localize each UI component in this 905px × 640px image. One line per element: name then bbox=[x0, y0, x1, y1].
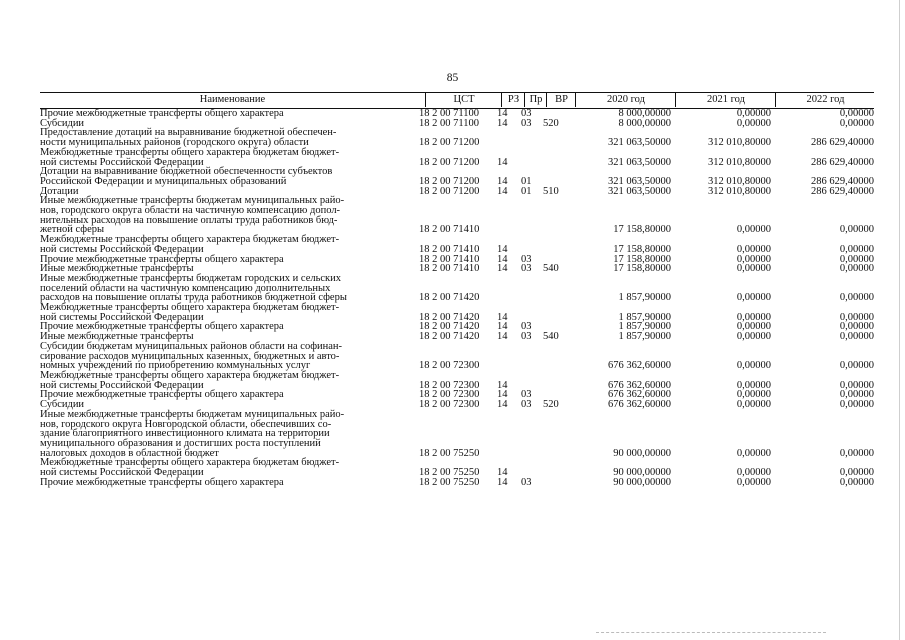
cell-pr: 03 bbox=[521, 253, 532, 265]
table-row bbox=[40, 410, 874, 459]
cell-2022: 0,00000 bbox=[839, 389, 874, 401]
cell-pr bbox=[521, 148, 543, 167]
name-line: Межбюджетные трансферты общего характера бюджетам бюджет- bbox=[40, 146, 340, 158]
cell-2022: 286 629,40000 bbox=[811, 175, 874, 187]
cell-vr bbox=[543, 148, 570, 167]
cell-2022: 0,00000 bbox=[839, 447, 874, 459]
cell-2020: 1 857,90000 bbox=[618, 292, 671, 304]
name-line: Предоставление дотаций на выравнивание бюджетной обеспечен- bbox=[40, 127, 337, 139]
cell-rz: 14 bbox=[497, 117, 508, 129]
cell-cst: 18 2 00 71420 bbox=[419, 311, 480, 323]
name-line: здание благоприятного инвестиционного климата на территории bbox=[40, 428, 330, 440]
cell-2020: 90 000,00000 bbox=[613, 467, 671, 479]
cell-2021: 0,00000 bbox=[736, 389, 771, 401]
name-line: Иные межбюджетные трансферты бюджетам городских и сельских bbox=[40, 272, 342, 284]
name-line: ности муниципальных районов (городского округа) области bbox=[40, 137, 309, 149]
header-name: Наименование bbox=[199, 94, 266, 105]
name-line: Прочие межбюджетные трансферты общего характера bbox=[40, 476, 284, 488]
cell-2022: 286 629,40000 bbox=[811, 185, 874, 197]
page-number: 85 bbox=[446, 72, 459, 84]
header-cst: ЦСТ bbox=[425, 93, 502, 107]
cell-vr bbox=[543, 342, 570, 371]
cell-vr: 520 bbox=[543, 117, 559, 129]
name-line: ной системы Российской Федерации bbox=[40, 379, 204, 391]
header-pr: Пр bbox=[524, 93, 547, 107]
cell-rz: 14 bbox=[497, 311, 508, 323]
cell-2020: 321 063,50000 bbox=[608, 156, 671, 168]
cell-2020: 321 063,50000 bbox=[608, 185, 671, 197]
cell-rz: 14 bbox=[497, 379, 508, 391]
table-row bbox=[40, 128, 874, 147]
cell-2021: 0,00000 bbox=[736, 399, 771, 411]
cell-2022: 0,00000 bbox=[839, 360, 874, 372]
name-line: Прочие межбюджетные трансферты общего характера bbox=[40, 389, 284, 401]
cell-pr: 03 bbox=[521, 389, 532, 401]
cell-vr bbox=[543, 196, 570, 235]
cell-2021: 0,00000 bbox=[736, 108, 771, 119]
name-line: ной системы Российской Федерации bbox=[40, 156, 204, 168]
cell-pr: 03 bbox=[521, 399, 532, 411]
table-row bbox=[40, 148, 874, 167]
cell-cst: 18 2 00 75250 bbox=[419, 476, 480, 488]
cell-pr: 03 bbox=[521, 321, 532, 333]
cell-2022: 0,00000 bbox=[839, 224, 874, 236]
name-line: Иные межбюджетные трансферты bbox=[40, 263, 194, 275]
cell-pr bbox=[521, 303, 543, 322]
cell-pr: 01 bbox=[521, 185, 532, 197]
cell-pr: 03 bbox=[521, 476, 532, 488]
cell-vr bbox=[543, 128, 570, 147]
cell-2021: 312 010,80000 bbox=[708, 137, 771, 149]
cell-cst: 18 2 00 71420 bbox=[419, 331, 480, 343]
name-line: нительных расходов на повышение оплаты труда работников бюд- bbox=[40, 214, 338, 226]
cell-2022: 0,00000 bbox=[839, 117, 874, 129]
name-line: Иные межбюджетные трансферты bbox=[40, 331, 194, 343]
cell-vr bbox=[543, 235, 570, 254]
cell-name bbox=[40, 167, 419, 186]
cell-pr bbox=[521, 410, 543, 459]
cell-cst: 18 2 00 72300 bbox=[419, 379, 480, 391]
cell-pr: 03 bbox=[521, 117, 532, 129]
cell-cst: 18 2 00 71410 bbox=[419, 243, 480, 255]
cell-cst: 18 2 00 71420 bbox=[419, 321, 480, 333]
cell-2021: 0,00000 bbox=[736, 331, 771, 343]
cell-2022: 0,00000 bbox=[839, 399, 874, 411]
scan-artifact bbox=[596, 632, 826, 633]
name-line: муниципального образования и достигших роста поступлений bbox=[40, 437, 321, 449]
cell-2022: 0,00000 bbox=[839, 263, 874, 275]
header-2022: 2022 год bbox=[775, 93, 875, 107]
cell-2022: 0,00000 bbox=[839, 331, 874, 343]
cell-pr bbox=[521, 196, 543, 235]
cell-2020: 90 000,00000 bbox=[613, 447, 671, 459]
cell-rz: 14 bbox=[497, 243, 508, 255]
cell-name bbox=[40, 303, 419, 322]
cell-cst: 18 2 00 71200 bbox=[419, 137, 480, 149]
cell-2020: 17 158,80000 bbox=[613, 253, 671, 265]
cell-2020: 90 000,00000 bbox=[613, 476, 671, 488]
name-line: Дотации bbox=[40, 185, 79, 197]
cell-2021: 0,00000 bbox=[736, 253, 771, 265]
cell-2022: 0,00000 bbox=[839, 311, 874, 323]
cell-2021: 0,00000 bbox=[736, 292, 771, 304]
cell-rz bbox=[497, 128, 521, 147]
cell-rz: 14 bbox=[497, 399, 508, 411]
table-row bbox=[40, 478, 874, 488]
name-line: нов, городского округа Новгородской области, обеспечивших со- bbox=[40, 418, 332, 430]
cell-rz: 14 bbox=[497, 467, 508, 479]
name-line: Межбюджетные трансферты общего характера бюджетам бюджет- bbox=[40, 457, 340, 469]
cell-rz: 14 bbox=[497, 175, 508, 187]
cell-vr bbox=[543, 303, 570, 322]
cell-cst: 18 2 00 71100 bbox=[419, 117, 479, 129]
cell-2021: 312 010,80000 bbox=[708, 175, 771, 187]
name-line: сирование расходов муниципальных казенных, бюджетных и авто- bbox=[40, 350, 340, 362]
cell-2021: 0,00000 bbox=[736, 467, 771, 479]
name-line: поселений области на частичную компенсацию дополнительных bbox=[40, 282, 331, 294]
name-line: Межбюджетные трансферты общего характера бюджетам бюджет- bbox=[40, 234, 340, 246]
name-line: Субсидии bbox=[40, 399, 85, 411]
cell-2020: 676 362,60000 bbox=[608, 360, 671, 372]
cell-2020: 1 857,90000 bbox=[618, 331, 671, 343]
cell-2020: 676 362,60000 bbox=[608, 379, 671, 391]
cell-name bbox=[40, 128, 419, 147]
cell-rz: 14 bbox=[497, 108, 508, 119]
table-row bbox=[40, 196, 874, 235]
cell-rz bbox=[497, 342, 521, 371]
name-line: Иные межбюджетные трансферты бюджетам муниципальных райо- bbox=[40, 408, 345, 420]
cell-pr: 03 bbox=[521, 108, 532, 119]
cell-pr bbox=[521, 274, 543, 303]
header-rz: РЗ bbox=[501, 93, 525, 107]
cell-2020: 17 158,80000 bbox=[613, 243, 671, 255]
table-row bbox=[40, 167, 874, 186]
cell-vr bbox=[543, 274, 570, 303]
cell-name bbox=[40, 196, 419, 235]
cell-2020: 321 063,50000 bbox=[608, 137, 671, 149]
cell-2020: 1 857,90000 bbox=[618, 321, 671, 333]
table-row bbox=[40, 371, 874, 390]
table-row bbox=[40, 235, 874, 254]
cell-vr bbox=[543, 371, 570, 390]
cell-rz bbox=[497, 410, 521, 459]
cell-cst: 18 2 00 71410 bbox=[419, 253, 480, 265]
cell-pr: 03 bbox=[521, 331, 532, 343]
cell-cst: 18 2 00 75250 bbox=[419, 447, 480, 459]
cell-vr: 540 bbox=[543, 263, 559, 275]
cell-cst: 18 2 00 72300 bbox=[419, 360, 480, 372]
cell-2021: 0,00000 bbox=[736, 360, 771, 372]
cell-rz bbox=[497, 274, 521, 303]
cell-rz: 14 bbox=[497, 389, 508, 401]
cell-vr bbox=[543, 410, 570, 459]
cell-vr bbox=[543, 478, 570, 488]
cell-2020: 676 362,60000 bbox=[608, 389, 671, 401]
cell-2021: 312 010,80000 bbox=[708, 185, 771, 197]
cell-pr bbox=[521, 235, 543, 254]
name-line: ной системы Российской Федерации bbox=[40, 243, 204, 255]
cell-rz: 14 bbox=[497, 476, 508, 488]
cell-name bbox=[40, 390, 419, 400]
cell-2022: 286 629,40000 bbox=[811, 137, 874, 149]
cell-2021: 0,00000 bbox=[736, 447, 771, 459]
name-line: Иные межбюджетные трансферты бюджетам муниципальных райо- bbox=[40, 195, 345, 207]
cell-vr: 520 bbox=[543, 399, 559, 411]
table-row bbox=[40, 458, 874, 477]
name-line: ной системы Российской Федерации bbox=[40, 467, 204, 479]
name-line: Межбюджетные трансферты общего характера бюджетам бюджет- bbox=[40, 302, 340, 314]
header-2021: 2021 год bbox=[675, 93, 776, 107]
cell-vr bbox=[543, 167, 570, 186]
name-line: Прочие межбюджетные трансферты общего характера bbox=[40, 108, 284, 119]
cell-2021: 0,00000 bbox=[736, 224, 771, 236]
cell-rz: 14 bbox=[497, 156, 508, 168]
cell-2020: 8 000,00000 bbox=[618, 117, 671, 129]
name-line: жетной сферы bbox=[40, 224, 105, 236]
cell-2021: 0,00000 bbox=[736, 379, 771, 391]
header-vr: ВР bbox=[546, 93, 576, 107]
table-row bbox=[40, 274, 874, 303]
cell-2021: 0,00000 bbox=[736, 243, 771, 255]
name-line: Прочие межбюджетные трансферты общего характера bbox=[40, 321, 284, 333]
cell-vr: 510 bbox=[543, 185, 559, 197]
cell-rz bbox=[497, 196, 521, 235]
cell-cst: 18 2 00 71200 bbox=[419, 185, 480, 197]
cell-2021: 0,00000 bbox=[736, 476, 771, 488]
cell-rz: 14 bbox=[497, 331, 508, 343]
cell-vr bbox=[543, 458, 570, 477]
name-line: Российской Федерации и муниципальных образований bbox=[40, 175, 287, 187]
cell-2022: 0,00000 bbox=[839, 467, 874, 479]
name-line: Межбюджетные трансферты общего характера бюджетам бюджет- bbox=[40, 369, 340, 381]
cell-cst: 18 2 00 71200 bbox=[419, 175, 480, 187]
cell-2020: 8 000,00000 bbox=[618, 108, 671, 119]
scan-edge bbox=[899, 0, 900, 640]
cell-2022: 0,00000 bbox=[839, 243, 874, 255]
cell-pr bbox=[521, 371, 543, 390]
cell-2021: 0,00000 bbox=[736, 263, 771, 275]
name-line: Субсидии bbox=[40, 117, 85, 129]
cell-2020: 17 158,80000 bbox=[613, 224, 671, 236]
name-line: Прочие межбюджетные трансферты общего характера bbox=[40, 253, 284, 265]
name-line: нов, городского округа области на частичную компенсацию допол- bbox=[40, 205, 341, 217]
cell-name bbox=[40, 478, 419, 488]
budget-table bbox=[40, 109, 874, 487]
cell-2021: 0,00000 bbox=[736, 321, 771, 333]
cell-cst: 18 2 00 71410 bbox=[419, 224, 480, 236]
cell-2021: 312 010,80000 bbox=[708, 156, 771, 168]
cell-cst: 18 2 00 72300 bbox=[419, 399, 480, 411]
cell-cst: 18 2 00 75250 bbox=[419, 467, 480, 479]
cell-2020: 17 158,80000 bbox=[613, 263, 671, 275]
name-line: ной системы Российской Федерации bbox=[40, 311, 204, 323]
table-body bbox=[40, 109, 874, 487]
cell-2022: 0,00000 bbox=[839, 292, 874, 304]
cell-cst: 18 2 00 71420 bbox=[419, 292, 480, 304]
name-line: налоговых доходов в областной бюджет bbox=[40, 447, 219, 459]
table-row bbox=[40, 303, 874, 322]
cell-2022: 0,00000 bbox=[839, 108, 874, 119]
cell-2020: 1 857,90000 bbox=[618, 311, 671, 323]
cell-name bbox=[40, 342, 419, 371]
cell-name bbox=[40, 148, 419, 167]
cell-name bbox=[40, 410, 419, 459]
cell-vr: 540 bbox=[543, 331, 559, 343]
cell-rz: 14 bbox=[497, 321, 508, 333]
cell-cst: 18 2 00 71410 bbox=[419, 263, 480, 275]
name-line: расходов на повышение оплаты труда работников бюджетной сферы bbox=[40, 292, 347, 304]
cell-name bbox=[40, 458, 419, 477]
cell-pr bbox=[521, 458, 543, 477]
cell-2021: 0,00000 bbox=[736, 311, 771, 323]
cell-name bbox=[40, 109, 419, 119]
cell-2022: 286 629,40000 bbox=[811, 156, 874, 168]
cell-2022: 0,00000 bbox=[839, 379, 874, 391]
cell-2021: 0,00000 bbox=[736, 117, 771, 129]
cell-2022: 0,00000 bbox=[839, 321, 874, 333]
cell-rz: 14 bbox=[497, 263, 508, 275]
cell-pr: 03 bbox=[521, 263, 532, 275]
cell-cst: 18 2 00 72300 bbox=[419, 389, 480, 401]
cell-2022: 0,00000 bbox=[839, 476, 874, 488]
table-row bbox=[40, 342, 874, 371]
cell-pr bbox=[521, 342, 543, 371]
cell-cst: 18 2 00 71100 bbox=[419, 108, 479, 119]
cell-2020: 321 063,50000 bbox=[608, 175, 671, 187]
cell-rz: 14 bbox=[497, 185, 508, 197]
cell-name bbox=[40, 235, 419, 254]
name-line: номных учреждений по приобретению коммунальных услуг bbox=[40, 360, 311, 372]
cell-cst: 18 2 00 71200 bbox=[419, 156, 480, 168]
cell-name bbox=[40, 371, 419, 390]
name-line: Дотации на выравнивание бюджетной обеспеченности субъектов bbox=[40, 166, 333, 178]
cell-2022: 0,00000 bbox=[839, 253, 874, 265]
cell-pr bbox=[521, 128, 543, 147]
cell-pr: 01 bbox=[521, 175, 532, 187]
name-line: Субсидии бюджетам муниципальных районов области на софинан- bbox=[40, 340, 343, 352]
cell-rz: 14 bbox=[497, 253, 508, 265]
header-2020: 2020 год bbox=[575, 93, 676, 107]
cell-name bbox=[40, 274, 419, 303]
cell-2020: 676 362,60000 bbox=[608, 399, 671, 411]
